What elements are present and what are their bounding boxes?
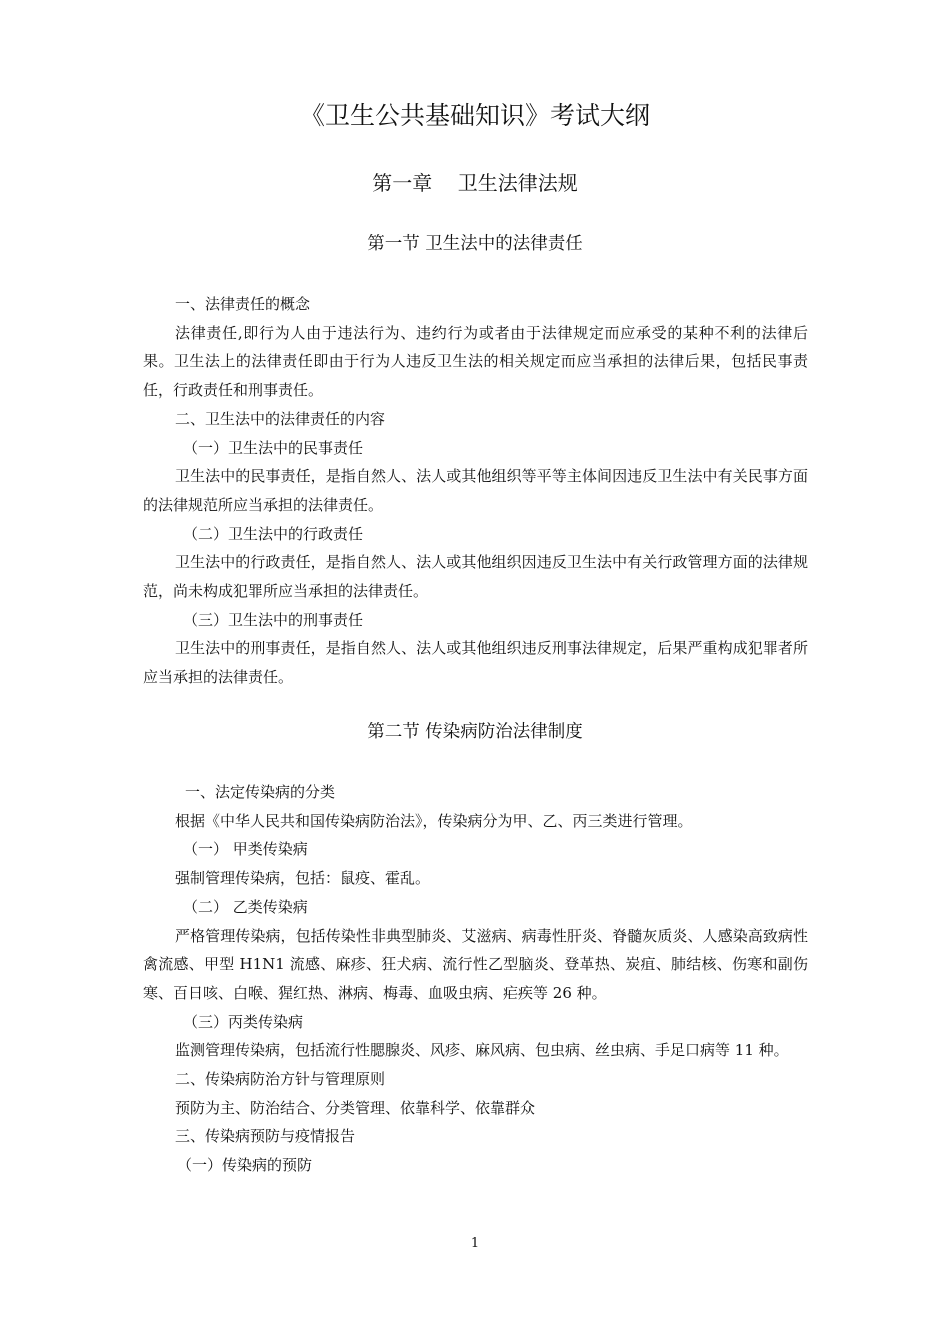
heading-legal-liability-concept: 一、法律责任的概念 bbox=[175, 295, 311, 313]
section-2-body bbox=[143, 778, 808, 1180]
subheading-class-b: （二） 乙类传染病 bbox=[183, 897, 308, 916]
section-1-body bbox=[143, 290, 808, 692]
page-number: 1 bbox=[470, 1236, 480, 1251]
document-title: 《卫生公共基础知识》考试大纲 bbox=[299, 101, 650, 130]
paragraph-classification-basis: 根据《中华人民共和国传染病防治法》，传染病分为甲、乙、丙三类进行管理。 bbox=[175, 811, 693, 830]
paragraph-prevention-policy: 预防为主、防治结合、分类管理、依靠科学、依靠群众 bbox=[175, 1098, 536, 1117]
subheading-civil-liability: （一）卫生法中的民事责任 bbox=[183, 438, 364, 457]
paragraph-class-b: 严格管理传染病，包括传染性非典型肺炎、艾滋病、病毒性肝炎、脊髓灰质炎、人感染高致病性禽流感、甲型 H1N1 流感、麻疹、狂犬病、流行性乙型脑炎、登革热、炭疽、肺结核、伤寒和副伤寒、百日咳、白喉、猩红热、淋病、梅毒、血吸虫病、疟疾等 26 种。 bbox=[143, 926, 808, 1002]
paragraph-class-a: 强制管理传染病，包括：鼠疫、霍乱。 bbox=[175, 869, 431, 888]
section-2-title: 第二节 传染病防治法律制度 bbox=[367, 722, 583, 742]
chapter-title: 第一章 卫生法律法规 bbox=[372, 171, 578, 195]
subheading-class-c: （三）丙类传染病 bbox=[183, 1012, 304, 1031]
paragraph-legal-liability-definition: 法律责任,即行为人由于违法行为、违约行为或者由于法律规定而应承受的某种不利的法律后果。卫生法上的法律责任即由于行为人违反卫生法的相关规定而应当承担的法律后果，包括民事责任，行政责任和刑事责任。 bbox=[143, 323, 808, 400]
section-1-title: 第一节 卫生法中的法律责任 bbox=[367, 234, 583, 254]
subheading-criminal-liability: （三）卫生法中的刑事责任 bbox=[183, 610, 364, 629]
paragraph-criminal-liability: 卫生法中的刑事责任，是指自然人、法人或其他组织违反刑事法律规定，后果严重构成犯罪者所应当承担的法律责任。 bbox=[143, 639, 808, 687]
paragraph-class-c: 监测管理传染病，包括流行性腮腺炎、风疹、麻风病、包虫病、丝虫病、手足口病等 11 种。 bbox=[175, 1041, 789, 1060]
subheading-disease-prevention: （一）传染病的预防 bbox=[177, 1156, 313, 1175]
heading-prevention-and-reporting: 三、传染病预防与疫情报告 bbox=[175, 1127, 356, 1146]
paragraph-administrative-liability: 卫生法中的行政责任，是指自然人、法人或其他组织因违反卫生法中有关行政管理方面的法律规范，尚未构成犯罪所应当承担的法律责任。 bbox=[143, 553, 808, 601]
subheading-class-a: （一） 甲类传染病 bbox=[183, 840, 308, 859]
heading-prevention-policy: 二、传染病防治方针与管理原则 bbox=[175, 1070, 386, 1089]
heading-liability-content: 二、卫生法中的法律责任的内容 bbox=[175, 409, 386, 428]
subheading-administrative-liability: （二）卫生法中的行政责任 bbox=[183, 524, 364, 543]
heading-disease-classification: 一、法定传染病的分类 bbox=[185, 783, 336, 801]
paragraph-civil-liability: 卫生法中的民事责任，是指自然人、法人或其他组织等平等主体间因违反卫生法中有关民事方面的法律规范所应当承担的法律责任。 bbox=[143, 467, 808, 514]
